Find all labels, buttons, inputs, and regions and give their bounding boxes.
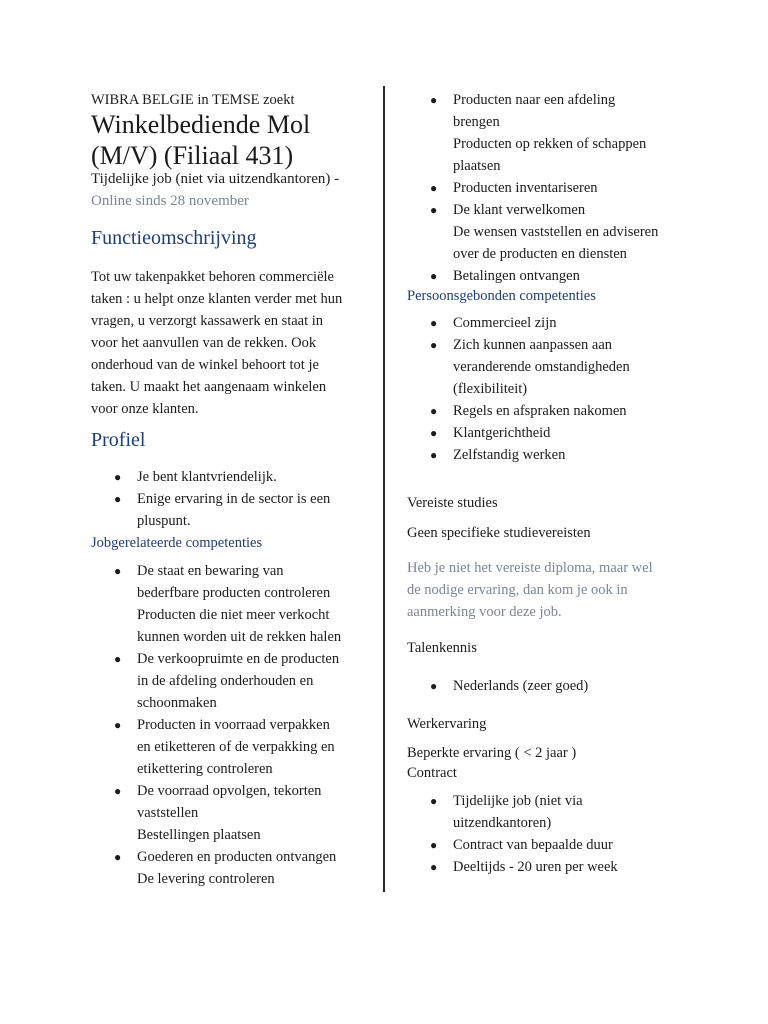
list-item-line: Enige ervaring in de sector is een <box>137 491 331 507</box>
heading-contract: Contract <box>407 765 457 781</box>
list-item-line: De wensen vaststellen en adviseren <box>453 224 659 240</box>
bullet-icon: ● <box>430 269 438 283</box>
list-item-line: (flexibiliteit) <box>453 381 528 397</box>
list-item-line: en etiketteren of de verpakking en <box>137 739 335 755</box>
list-item-line: Regels en afspraken nakomen <box>453 403 627 419</box>
list-item-line: over de producten en diensten <box>453 246 627 262</box>
bullet-icon: ● <box>430 404 438 418</box>
list-item <box>91 780 341 846</box>
bullet-icon: ● <box>430 426 438 440</box>
job-competenties-list <box>91 560 341 890</box>
list-item-line: Contract van bepaalde duur <box>453 837 613 853</box>
bullet-icon: ● <box>430 181 438 195</box>
bullet-icon: ● <box>114 784 122 798</box>
list-item <box>407 334 630 400</box>
list-item-line: Producten die niet meer verkocht <box>137 607 330 623</box>
list-item-line: Tijdelijke job (niet via <box>453 793 583 809</box>
text-line: voor onze klanten. <box>91 401 199 417</box>
text-line: onderhoud van de winkel behoort tot je <box>91 357 319 373</box>
bullet-icon: ● <box>430 203 438 217</box>
job-title-line-2: (M/V) (Filiaal 431) <box>91 141 294 170</box>
studies-note <box>407 557 653 623</box>
list-item-line: De klant verwelkomen <box>453 202 586 218</box>
list-item-line: plaatsen <box>453 158 501 174</box>
list-item-line: Klantgerichtheid <box>453 425 551 441</box>
list-item-line: brengen <box>453 114 500 130</box>
bullet-icon: ● <box>430 93 438 107</box>
bullet-icon: ● <box>114 850 122 864</box>
bullet-icon: ● <box>114 652 122 666</box>
column-divider <box>383 86 385 892</box>
list-item-line: Zelfstandig werken <box>453 447 566 463</box>
list-item <box>91 488 330 532</box>
list-item <box>91 560 341 648</box>
profiel-list <box>91 466 330 532</box>
list-item <box>91 466 330 488</box>
list-item-line: veranderende omstandigheden <box>453 359 630 375</box>
list-item-line: De levering controleren <box>137 871 275 887</box>
company-line: WIBRA BELGIE in TEMSE zoekt <box>91 92 295 108</box>
job-type: Tijdelijke job (niet via uitzendkantoren) - <box>91 171 340 187</box>
list-item-line: De staat en bewaring van <box>137 563 284 579</box>
bullet-icon: ● <box>114 470 122 484</box>
functie-paragraph <box>91 266 342 420</box>
job-title <box>91 109 310 171</box>
contract-list <box>407 790 618 878</box>
bullet-icon: ● <box>430 316 438 330</box>
list-item <box>407 444 630 466</box>
list-item-line: Betalingen ontvangen <box>453 268 580 284</box>
job-meta <box>91 168 339 212</box>
heading-vereiste-studies: Vereiste studies <box>407 495 498 511</box>
job-title-line-1: Winkelbediende Mol <box>91 110 311 139</box>
text-line: aanmerking voor deze job. <box>407 604 562 620</box>
list-item-line: kunnen worden uit de rekken halen <box>137 629 342 645</box>
list-item-line: pluspunt. <box>137 513 191 529</box>
bullet-icon: ● <box>114 492 122 506</box>
list-item-line: uitzendkantoren) <box>453 815 552 831</box>
bullet-icon: ● <box>430 838 438 852</box>
text-line: taken : u helpt onze klanten verder met hun <box>91 291 343 307</box>
heading-profiel: Profiel <box>91 429 146 451</box>
list-item <box>407 422 630 444</box>
heading-talenkennis: Talenkennis <box>407 640 477 656</box>
text-line: vragen, u verzorgt kassawerk en staat in <box>91 313 324 329</box>
text-line: de nodige ervaring, dan kom je ook in <box>407 582 628 598</box>
list-item-line: Nederlands (zeer goed) <box>453 678 589 694</box>
list-item <box>407 834 618 856</box>
heading-functieomschrijving: Functieomschrijving <box>91 227 257 249</box>
list-item <box>407 177 658 199</box>
text-line: Tot uw takenpakket behoren commerciële <box>91 269 334 285</box>
list-item <box>407 89 658 177</box>
studies-value: Geen specifieke studievereisten <box>407 525 591 541</box>
text-line: taken. U maakt het aangenaam winkelen <box>91 379 327 395</box>
list-item-line: Commercieel zijn <box>453 315 557 331</box>
bullet-icon: ● <box>430 338 438 352</box>
bullet-icon: ● <box>430 679 438 693</box>
heading-persoonsgebonden-competenties: Persoonsgebonden competenties <box>407 288 596 304</box>
text-line: voor het aanvullen van de rekken. Ook <box>91 335 317 351</box>
tasks-continued-list <box>407 89 658 287</box>
list-item <box>91 648 341 714</box>
heading-werkervaring: Werkervaring <box>407 716 487 732</box>
list-item-line: schoonmaken <box>137 695 217 711</box>
list-item <box>407 400 630 422</box>
bullet-icon: ● <box>430 448 438 462</box>
list-item-line: Goederen en producten ontvangen <box>137 849 337 865</box>
bullet-icon: ● <box>430 794 438 808</box>
list-item-line: De verkoopruimte en de producten <box>137 651 340 667</box>
werkervaring-value: Beperkte ervaring ( < 2 jaar ) <box>407 745 577 761</box>
list-item-line: Bestellingen plaatsen <box>137 827 261 843</box>
list-item <box>407 199 658 265</box>
list-item-line: bederfbare producten controleren <box>137 585 331 601</box>
list-item <box>407 790 618 834</box>
text-line: Heb je niet het vereiste diploma, maar wel <box>407 560 653 576</box>
list-item-line: De voorraad opvolgen, tekorten <box>137 783 322 799</box>
list-item-line: Deeltijds - 20 uren per week <box>453 859 618 875</box>
list-item-line: Producten op rekken of schappen <box>453 136 647 152</box>
list-item <box>407 312 630 334</box>
list-item-line: Zich kunnen aanpassen aan <box>453 337 613 353</box>
heading-jobgerelateerde-competenties: Jobgerelateerde competenties <box>91 535 263 551</box>
list-item-line: Producten in voorraad verpakken <box>137 717 330 733</box>
list-item <box>407 265 658 287</box>
list-item <box>91 846 341 890</box>
list-item-line: Producten naar een afdeling <box>453 92 616 108</box>
bullet-icon: ● <box>114 718 122 732</box>
list-item-line: Producten inventariseren <box>453 180 598 196</box>
list-item-line: in de afdeling onderhouden en <box>137 673 314 689</box>
talenkennis-list <box>407 675 588 697</box>
persoon-competenties-list <box>407 312 630 466</box>
bullet-icon: ● <box>430 860 438 874</box>
bullet-icon: ● <box>114 564 122 578</box>
list-item <box>407 856 618 878</box>
list-item <box>407 675 588 697</box>
list-item <box>91 714 341 780</box>
list-item-line: Je bent klantvriendelijk. <box>137 469 277 485</box>
online-since: Online sinds 28 november <box>91 193 249 209</box>
list-item-line: vaststellen <box>137 805 199 821</box>
list-item-line: etikettering controleren <box>137 761 273 777</box>
